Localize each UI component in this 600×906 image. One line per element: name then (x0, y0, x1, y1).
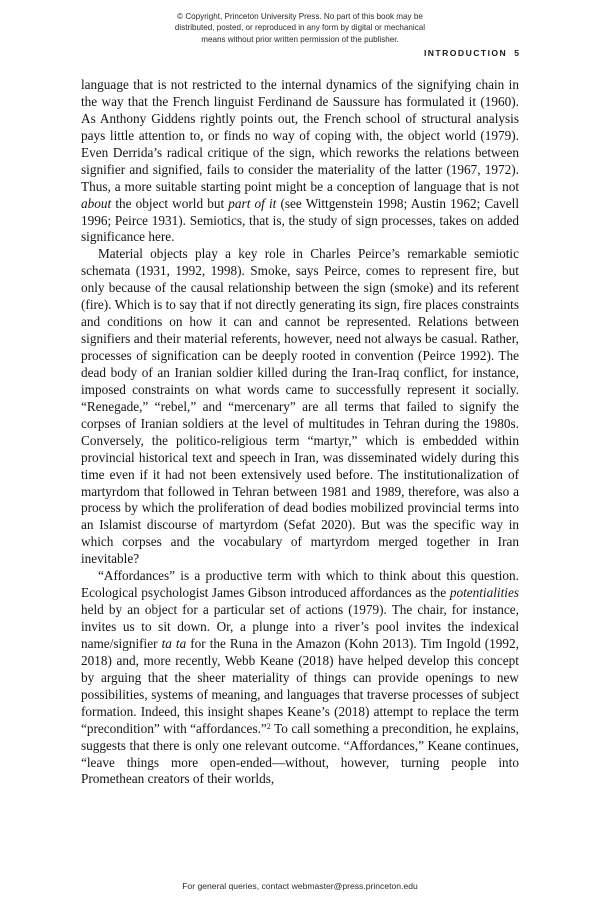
para-language-semiotics: language that is not restricted to the internal dynamics of the signifying chain in the way that the French linguist Ferdinand de Saussure has formulated it (1960). As Anthony Giddens rightly points out, the French school of structural analysis pays little attention to, or finds no way of coping with, the object world (1979). Even Derrida’s radical critique of the sign, which reworks the relations between signifier and signified, fails to consider the materiality of the latter (1967, 1972). Thus, a more suitable starting point might be a conception of language that is not about the object world but part of it (see Wittgenstein 1998; Austin 1962; Cavell 1996; Peirce 1931). Semiotics, that is, the study of sign processes, takes on added significance here. (81, 77, 520, 245)
page-number: 5 (514, 48, 519, 58)
page-footer (0, 881, 600, 891)
para-material-objects-peirce: Material objects play a key role in Charles Peirce’s remarkable semiotic schemata (1931, 1992, 1998). Smoke, says Peirce, comes to represent fire, but only because of the causal relationship between the sign (smoke) and its referent (fire). Which is to say that if not directly generating its sign, fire places constraints and conditions on how it can and cannot be represented. Relations between signifiers and their material referents, however, need not always be casual. Rather, processes of signification can be deeply rooted in convention (Peirce 1992). The dead body of an Iranian soldier killed during the Iran-Iraq conflict, for instance, imposed constraints on what words came to successfully represent it socially. “Renegade,” “rebel,” and “mercenary” are all terms that failed to signify the corpses of Iranian soldiers at the level of multitudes in Tehran during the 1980s. Conversely, the politico-religious term “martyr,” which is embedded within provincial historical text and speech in Iran, was disseminated widely during this time even if it had not been extensively used before. The institutionalization of martyrdom that followed in Tehran between 1981 and 1989, therefore, was also a process by which the proliferation of dead bodies mobilized provincial terms into an Islamist discourse of martyrdom (Sefat 2020). But was the specific way in which corpses and the vocabulary of martyrdom merged together in Iran inevitable? (81, 246, 519, 567)
copyright-notice (128, 11, 472, 45)
copyright-line-3: means without prior written permission of the publisher. (201, 34, 399, 44)
copyright-line-2: distributed, posted, or reproduced in any form by digital or mechanical (174, 23, 426, 33)
running-head-chapter: INTRODUCTION (423, 48, 508, 58)
body-text (81, 77, 519, 788)
para-affordances: “Affordances” is a productive term with which to think about this question. Ecological psychologist James Gibson introduced affordances as the potentialities held by an object for a particular set of actions (1979). The chair, for instance, invites us to sit down. Or, a plunge into a river’s pool invites the indexical name/signifier ta ta for the Runa in the Amazon (Kohn 2013). Tim Ingold (1992, 2018) and, more recently, Webb Keane (2018) have helped develop this concept by arguing that the sheer materiality of things can provide openings to new possibilities, systems of meaning, and languages that traverse processes of subject formation. Indeed, this insight shapes Keane’s (2018) attempt to replace the term “precondition” with “affordances.”$^2$ To call something a precondition, he explains, suggests that there is only one relevant outcome. “Affordances,” Keane continues, “leave things more open-ended—without, however, turning people into Promethean creators of their worlds, (81, 568, 519, 787)
copyright-line-1: © Copyright, Princeton University Press. No part of this book may be (177, 12, 423, 21)
running-head (424, 48, 519, 58)
footer-text: For general queries, contact webmaster@press.princeton.edu (182, 881, 418, 891)
